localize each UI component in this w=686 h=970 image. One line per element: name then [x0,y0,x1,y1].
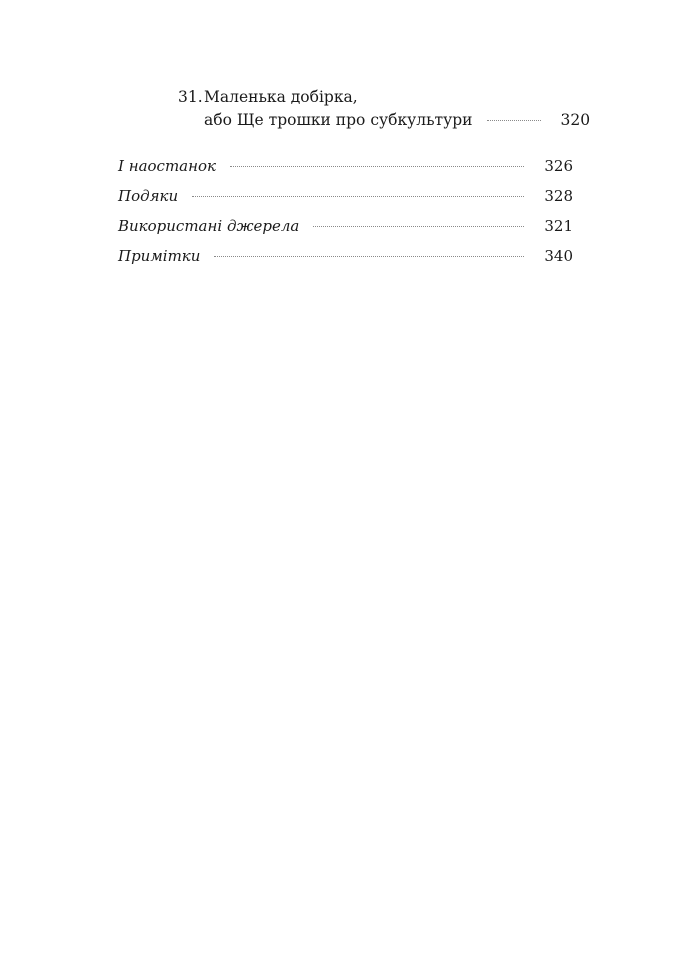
toc-section-list [118,157,573,277]
toc-entry-page: 326 [544,157,573,175]
chapter-title-line2 [178,109,591,132]
toc-entry-title: Подяки [118,187,179,205]
dot-leader [487,120,541,121]
toc-row-notes [118,247,573,277]
chapter-title-line1 [178,86,573,109]
toc-entry-title: І наостанок [118,157,216,175]
toc-row-sources [118,217,573,247]
dot-leader [214,256,524,257]
chapter-title-first: Маленька добірка, [204,88,358,106]
dot-leader [230,166,524,167]
toc-entry-title: Примітки [118,247,201,265]
toc-entry-title: Використані джерела [118,217,300,235]
dot-leader [192,196,524,197]
chapter-title-second: або Ще трошки про субкультури [204,111,473,129]
toc-chapter-entry [178,86,591,132]
toc-entry-page: 340 [544,247,573,265]
dot-leader [313,226,524,227]
toc-row-final-words [118,157,573,187]
toc-entry-page: 321 [544,217,573,235]
toc-row-acknowledgements [118,187,573,217]
chapter-page-number: 320 [560,111,591,129]
toc-entry-page: 328 [544,187,573,205]
chapter-number: 31. [178,88,203,106]
